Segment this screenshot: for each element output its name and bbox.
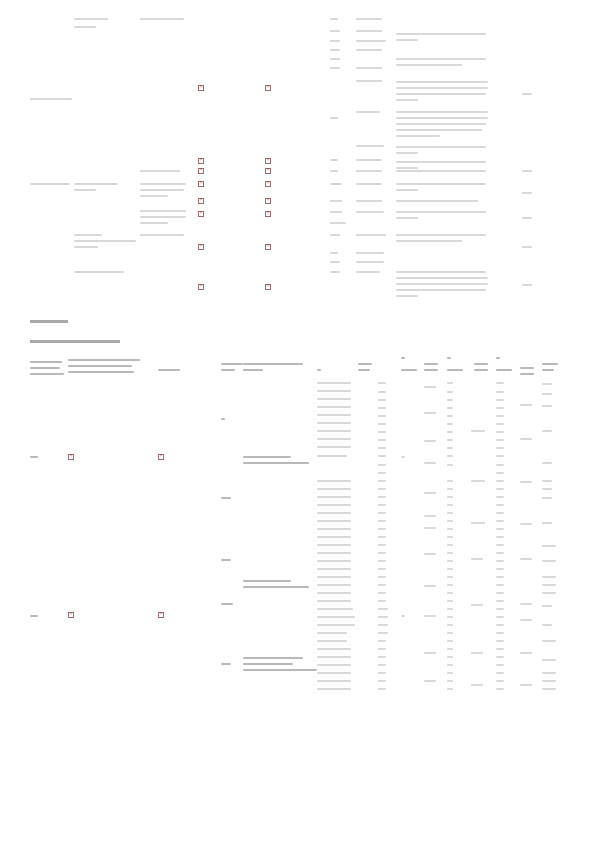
image-placeholder-icon [265,168,271,174]
image-placeholder-icon [265,284,271,290]
image-placeholder-icon [265,211,271,217]
image-placeholder-icon [198,168,204,174]
image-placeholder-icon [198,181,204,187]
image-placeholder-icon [158,454,164,460]
image-placeholder-icon [68,454,74,460]
image-placeholder-icon [265,198,271,204]
image-placeholder-icon [198,85,204,91]
image-placeholder-icon [198,198,204,204]
image-placeholder-icon [265,85,271,91]
image-placeholder-icon [198,211,204,217]
image-placeholder-icon [198,158,204,164]
image-placeholder-icon [68,612,74,618]
image-placeholder-icon [198,284,204,290]
image-placeholder-icon [158,612,164,618]
image-placeholder-icon [198,244,204,250]
image-placeholder-icon [265,158,271,164]
image-placeholder-icon [265,244,271,250]
image-placeholder-icon [265,181,271,187]
